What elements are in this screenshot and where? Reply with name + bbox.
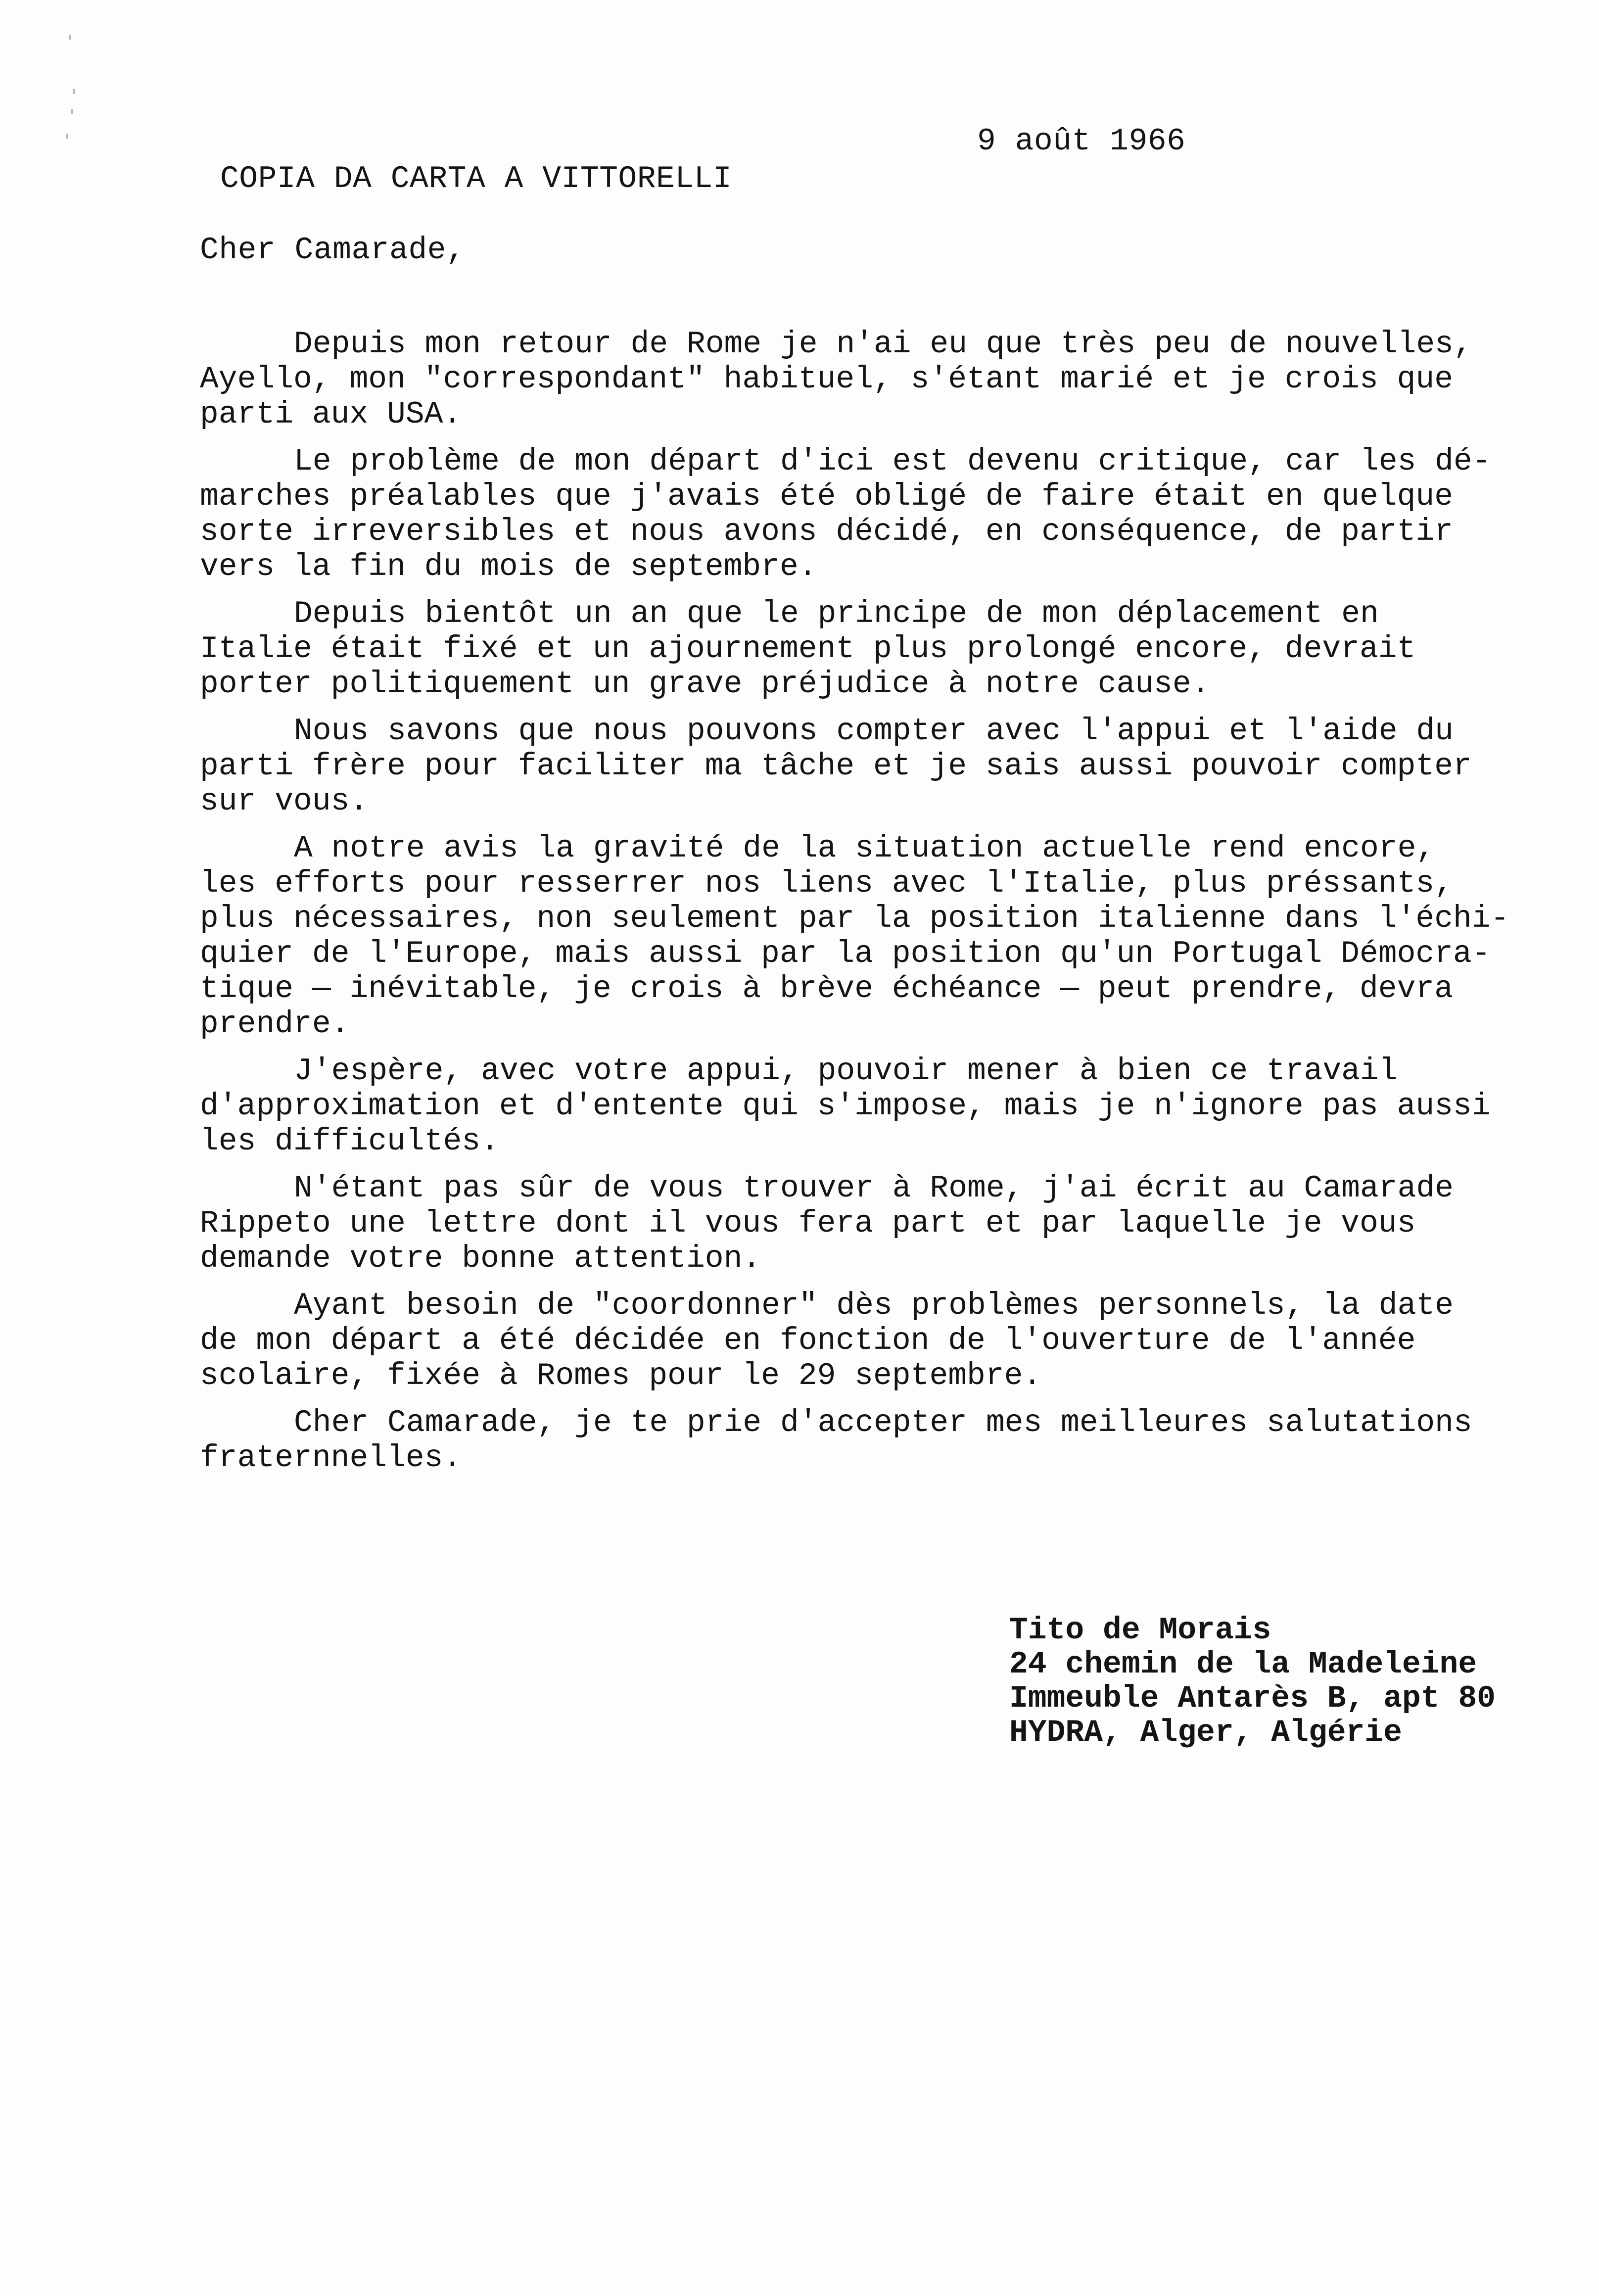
paragraph-line: prendre. xyxy=(200,1006,350,1042)
signature-name: Tito de Morais xyxy=(1009,1613,1271,1648)
paragraph-line: sorte irreversibles et nous avons décidé, en conséquence, de partir xyxy=(200,514,1454,549)
paragraph-line: parti frère pour faciliter ma tâche et je sais aussi pouvoir compter xyxy=(200,749,1472,784)
paragraph-line: porter politiquement un grave préjudice à notre cause. xyxy=(200,667,1210,702)
letter-paragraph xyxy=(200,1405,1585,1476)
paragraph-line: Rippeto une lettre dont il vous fera part et par laquelle je vous xyxy=(200,1206,1416,1241)
letter-paragraph xyxy=(200,1171,1585,1276)
letter-paragraph xyxy=(200,327,1585,432)
letter-salutation: Cher Camarade, xyxy=(200,233,466,268)
paragraph-line: Le problème de mon départ d'ici est devenu critique, car les dé- xyxy=(294,444,1491,479)
letter-date: 9 août 1966 xyxy=(977,124,1186,159)
paragraph-line: fraternnelles. xyxy=(200,1440,462,1476)
letter-paragraph xyxy=(200,1053,1585,1159)
paragraph-line: Depuis mon retour de Rome je n'ai eu que très peu de nouvelles, xyxy=(294,327,1472,362)
paper-specks xyxy=(64,30,84,153)
speck xyxy=(73,89,75,94)
letter-paragraph xyxy=(200,831,1585,1042)
paragraph-line: J'espère, avec votre appui, pouvoir mener à bien ce travail xyxy=(294,1053,1398,1089)
paragraph-line: quier de l'Europe, mais aussi par la position qu'un Portugal Démocra- xyxy=(200,936,1491,971)
paragraph-line: Ayello, mon "correspondant" habituel, s'étant marié et je crois que xyxy=(200,362,1454,397)
paragraph-line: marches préalables que j'avais été obligé de faire était en quelque xyxy=(200,479,1454,514)
signature-block xyxy=(1009,1613,1496,1750)
paragraph-line: A notre avis la gravité de la situation actuelle rend encore, xyxy=(294,831,1435,866)
letter-paragraph xyxy=(200,1288,1585,1393)
signature-address-line: Immeuble Antarès B, apt 80 xyxy=(1009,1681,1496,1716)
letter-paragraph xyxy=(200,596,1585,702)
paragraph-line: tique — inévitable, je crois à brève échéance — peut prendre, devra xyxy=(200,971,1454,1006)
paragraph-line: Depuis bientôt un an que le principe de mon déplacement en xyxy=(294,596,1379,631)
paragraph-line: de mon départ a été décidée en fonction de l'ouverture de l'année xyxy=(200,1323,1416,1358)
speck xyxy=(71,109,73,114)
paragraph-line: plus nécessaires, non seulement par la position italienne dans l'échi- xyxy=(200,901,1509,936)
paragraph-line: Nous savons que nous pouvons compter avec l'appui et l'aide du xyxy=(294,714,1454,749)
paragraph-line: Cher Camarade, je te prie d'accepter mes meilleures salutations xyxy=(294,1405,1472,1440)
paragraph-line: vers la fin du mois de septembre. xyxy=(200,549,817,584)
paragraph-line: les difficultés. xyxy=(200,1124,499,1159)
paragraph-line: scolaire, fixée à Romes pour le 29 septembre. xyxy=(200,1358,1042,1393)
paragraph-line: sur vous. xyxy=(200,784,369,819)
signature-address-line: 24 chemin de la Madeleine xyxy=(1009,1647,1477,1682)
paragraph-line: Ayant besoin de "coordonner" dès problèmes personnels, la date xyxy=(294,1288,1454,1323)
paragraph-line: Italie était fixé et un ajournement plus prolongé encore, devrait xyxy=(200,631,1416,667)
speck xyxy=(69,35,71,40)
letter-body xyxy=(200,327,1585,1487)
letter-paragraph xyxy=(200,714,1585,819)
paragraph-line: les efforts pour resserrer nos liens avec l'Italie, plus préssants, xyxy=(200,866,1454,901)
letter-paragraph xyxy=(200,444,1585,584)
paragraph-line: d'approximation et d'entente qui s'impose, mais je n'ignore pas aussi xyxy=(200,1089,1491,1124)
signature-address-line: HYDRA, Alger, Algérie xyxy=(1009,1715,1402,1750)
paragraph-line: N'étant pas sûr de vous trouver à Rome, j'ai écrit au Camarade xyxy=(294,1171,1454,1206)
paragraph-line: demande votre bonne attention. xyxy=(200,1241,761,1276)
paragraph-line: parti aux USA. xyxy=(200,397,462,432)
speck xyxy=(66,134,68,139)
letter-heading: COPIA DA CARTA A VITTORELLI xyxy=(220,161,732,196)
